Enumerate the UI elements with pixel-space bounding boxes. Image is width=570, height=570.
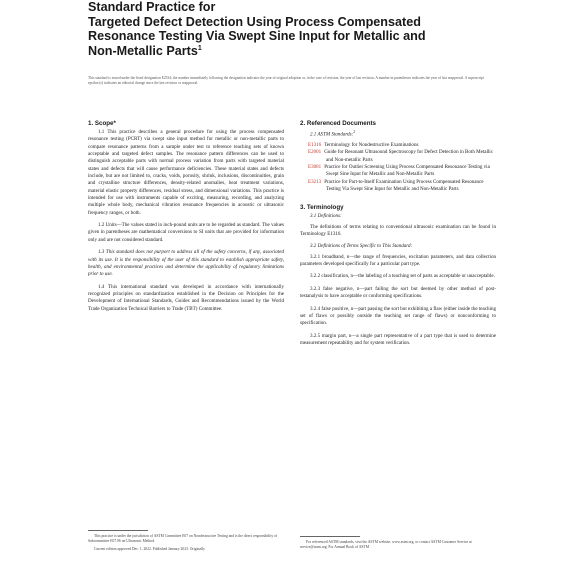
scope-heading: 1. Scope* — [88, 120, 116, 127]
title-line-1: Standard Practice for — [88, 0, 216, 14]
standard-link-e3213[interactable]: E3213 — [308, 178, 322, 185]
definitions-paragraph: The definitions of terms relating to conventional ultrasonic examination can be found in Terminology E1316. — [300, 223, 496, 238]
term-classification: 3.2.2 classification, n—the labeling of a teaching set of parts as acceptable or unacceptable. — [310, 273, 495, 280]
scope-paragraph-1-3: 1.3 This standard does not purport to address all of the safety concerns, if any, associated with its use. It is the responsibility of the user of this standard to establish appropriate safety, health, and environmental practices and determine the applicability of regulatory limitations prior to use. — [88, 249, 284, 278]
astm-standards-footnote-mark: 2 — [353, 130, 356, 134]
footnote-edition: Current edition approved Dec. 1, 2022. Published January 2023. Originally — [94, 546, 205, 551]
standard-link-e2001[interactable]: E2001 — [308, 149, 322, 156]
title-line-2: Targeted Defect Detection Using Process Compensated — [88, 14, 421, 29]
referenced-standards-list — [300, 142, 496, 193]
scope-paragraph-1-4: 1.4 This international standard was developed in accordance with internationally recognized principles on standardization established in the Decision on Principles for the Development of International Standards, Guides and Recommendations issued by the World Trade Organization Technical Barriers to Trade (TBT) Committee. — [88, 283, 284, 312]
astm-standards-subheading — [310, 129, 496, 139]
footnote-rule — [88, 530, 148, 531]
document-title — [88, 0, 518, 58]
footnote-rule — [300, 536, 360, 537]
right-footnotes — [300, 536, 496, 553]
terminology-heading: 3. Terminology — [300, 204, 344, 212]
term-broadband: 3.2.1 broadband, n—the range of frequencies, excitation parameters, and data collection parameters developed specifically for a particular part type. — [300, 253, 496, 268]
title-footnote-mark: 1 — [197, 44, 202, 52]
left-footnotes — [88, 530, 284, 554]
standard-title: Terminology for Nondestructive Examinations — [324, 142, 419, 149]
footnote-referenced-standards: For referenced ASTM standards, visit the ASTM website, www.astm.org, or contact ASTM Customer Service at service@astm.org. For Annual Book of ASTM — [300, 540, 472, 550]
standard-title: Practice for Outlier Screening Using Process Compensated Resonance Testing via Swept Sine Input for Metallic and Non-Metallic Parts — [324, 164, 490, 178]
definitions-subheading: 3.1 Definitions: — [310, 213, 342, 220]
standard-link-e3081[interactable]: E3081 — [308, 164, 322, 171]
title-line-3: Resonance Testing Via Swept Sine Input for Metallic and — [88, 29, 426, 44]
list-item — [300, 149, 496, 164]
term-margin-part: 3.2.5 margin part, n—a single part representative of a part type that is used to determine measurement repeatability and for system verification. — [300, 332, 496, 346]
specific-terms-subheading: 3.2 Definitions of Terms Specific to This Standard: — [310, 243, 413, 250]
list-item — [300, 179, 496, 194]
list-item — [300, 164, 496, 179]
right-column — [300, 119, 496, 352]
left-column — [88, 119, 284, 318]
title-line-4 — [88, 44, 518, 59]
standard-title: Guide for Resonant Ultrasound Spectroscopy for Defect Detection in Both Metallic and Non-metallic Parts — [324, 149, 493, 163]
scope-paragraph-1-2: 1.2 Units—The values stated in inch-pound units are to be regarded as standard. The values given in parentheses are mathematical conversions to SI units that are provided for information only and are not considered standard. — [88, 222, 284, 243]
term-false-positive: 3.2.4 false positive, n—part passing the sort but exhibiting a flaw (either inside the teaching set of flaws or possibly outside the teaching set range of flaws) or nonconforming to specification. — [300, 305, 496, 327]
standard-title: Practice for Part-to-Itself Examination Using Process Compensated Resonance Testing Via Swept Sine Input for Metallic and Non-Metallic Parts — [324, 178, 484, 193]
astm-standards-label: 2.1 ASTM Standards: — [310, 131, 354, 138]
term-false-negative: 3.2.3 false negative, n—part failing the sort but deemed by other method of post-testanalysis to have acceptable or conforming specifications. — [300, 285, 496, 300]
referenced-documents-heading: 2. Referenced Documents — [300, 120, 376, 127]
footnote-jurisdiction: This practice is under the jurisdiction of ASTM Committee E07 on Nondestructive Testing and is the direct responsibility of Subcommittee E07.06 on Ultrasonic Method. — [88, 534, 278, 544]
designation-notice: This standard is issued under the fixed designation E2534; the number immediately following the designation indicates the year of original adoption or, in the case of revision, the year of last revision. A number in parentheses indicates the year of last reapproval. A superscript epsilon (ε) indicates an editorial change since the last revision or reapproval. — [88, 76, 484, 86]
title-line-4-text: Non-Metallic Parts — [88, 43, 198, 58]
standard-link-e1316[interactable]: E1316 — [308, 142, 322, 149]
scope-paragraph-1-1: 1.1 This practice describes a general procedure for using the process compensated resonance testing (PCRT) via swept sine input method for metallic or non-metallic parts to compare resonance patterns from a sample under test to reference teaching sets of known acceptable and targeted defect samples. The resonance pattern differences can be used to distinguish acceptable parts with normal process variation from parts with targeted material states and defects that will cause performance deficiencies. These material states and defects include, but are not limited to, cracks, voids, porosity, shrink, inclusions, discontinuities, grain and crystalline structure differences, density-related anomalies, heat treatment variations, material elastic property differences, residual stress, and dimensional variations. This practice is intended for use with instruments capable of exciting, measuring, recording, and analyzing multiple whole body, mechanical vibration resonance frequencies in acoustic or ultrasonic frequency ranges, or both. — [88, 129, 284, 216]
